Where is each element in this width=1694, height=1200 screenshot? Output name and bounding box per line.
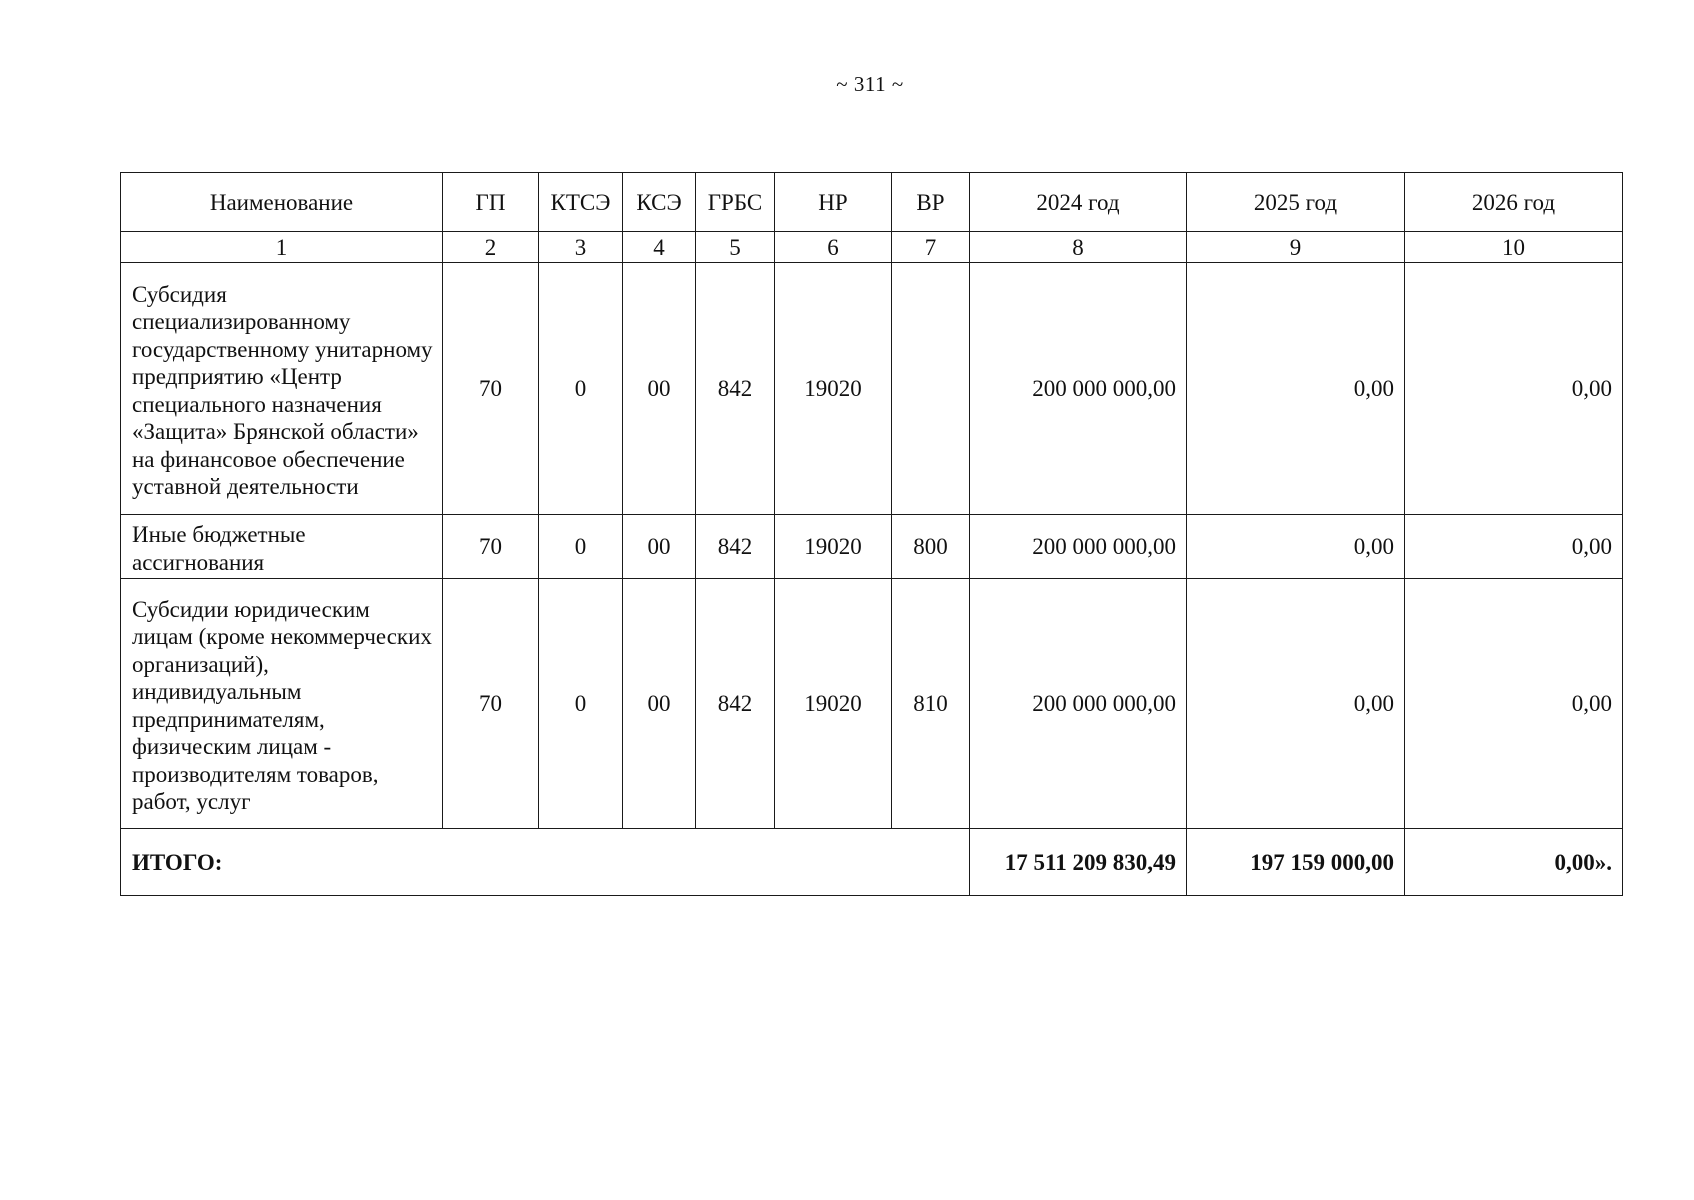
total-label: ИТОГО: [121, 829, 970, 896]
col-header-gp: ГП [443, 173, 539, 232]
row-amount-2025: 0,00 [1187, 515, 1405, 579]
row-ktse: 0 [539, 515, 623, 579]
row-grbs: 842 [696, 579, 775, 829]
col-header-kse: КСЭ [623, 173, 696, 232]
column-number: 7 [892, 232, 970, 263]
row-amount-2026: 0,00 [1405, 263, 1623, 515]
column-number-row [121, 232, 1623, 263]
col-header-2026: 2026 год [1405, 173, 1623, 232]
col-header-grbs: ГРБС [696, 173, 775, 232]
col-header-2024: 2024 год [970, 173, 1187, 232]
row-name: Субсидии юридическим лицам (кроме некоммерческих организаций), индивидуальным предпринимателям, физическим лицам - производителям товаров, работ, услуг [121, 579, 443, 829]
col-header-2025: 2025 год [1187, 173, 1405, 232]
row-ktse: 0 [539, 579, 623, 829]
col-header-name: Наименование [121, 173, 443, 232]
row-nr: 19020 [775, 579, 892, 829]
row-amount-2026: 0,00 [1405, 579, 1623, 829]
total-row [121, 829, 1623, 896]
row-vr: 810 [892, 579, 970, 829]
row-gp: 70 [443, 263, 539, 515]
column-number: 8 [970, 232, 1187, 263]
column-number: 1 [121, 232, 443, 263]
column-number: 2 [443, 232, 539, 263]
row-amount-2024: 200 000 000,00 [970, 515, 1187, 579]
budget-allocation-table [120, 172, 1623, 896]
row-kse: 00 [623, 515, 696, 579]
col-header-ktse: КТСЭ [539, 173, 623, 232]
row-amount-2025: 0,00 [1187, 579, 1405, 829]
row-nr: 19020 [775, 515, 892, 579]
column-number: 4 [623, 232, 696, 263]
column-number: 9 [1187, 232, 1405, 263]
table-header-row [121, 173, 1623, 232]
column-number: 5 [696, 232, 775, 263]
row-name: Субсидия специализированному государственному унитарному предприятию «Центр специального назначения «Защита» Брянской области» на финансовое обеспечение уставной деятельности [121, 263, 443, 515]
page-number: ~ 311 ~ [836, 72, 904, 96]
row-kse: 00 [623, 263, 696, 515]
row-gp: 70 [443, 579, 539, 829]
table-row [121, 263, 1623, 515]
column-number: 3 [539, 232, 623, 263]
row-vr: 800 [892, 515, 970, 579]
row-nr: 19020 [775, 263, 892, 515]
row-grbs: 842 [696, 515, 775, 579]
row-name: Иные бюджетные ассигнования [121, 515, 443, 579]
table-row [121, 579, 1623, 829]
row-grbs: 842 [696, 263, 775, 515]
col-header-nr: НР [775, 173, 892, 232]
row-amount-2024: 200 000 000,00 [970, 263, 1187, 515]
row-kse: 00 [623, 579, 696, 829]
row-amount-2026: 0,00 [1405, 515, 1623, 579]
row-gp: 70 [443, 515, 539, 579]
row-ktse: 0 [539, 263, 623, 515]
table-row [121, 515, 1623, 579]
total-amount-2026: 0,00». [1405, 829, 1623, 896]
row-amount-2024: 200 000 000,00 [970, 579, 1187, 829]
col-header-vr: ВР [892, 173, 970, 232]
total-amount-2025: 197 159 000,00 [1187, 829, 1405, 896]
row-amount-2025: 0,00 [1187, 263, 1405, 515]
total-amount-2024: 17 511 209 830,49 [970, 829, 1187, 896]
column-number: 10 [1405, 232, 1623, 263]
row-vr [892, 263, 970, 515]
column-number: 6 [775, 232, 892, 263]
